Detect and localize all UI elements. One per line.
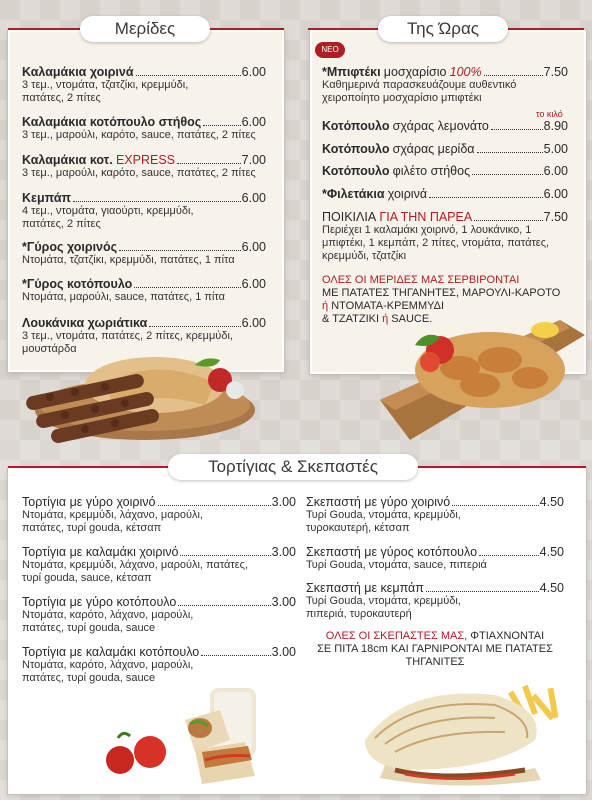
dot-leader [479, 554, 539, 556]
list-item [322, 188, 568, 201]
dot-leader [472, 173, 543, 175]
tortilla-wraps-image [90, 680, 280, 790]
item-name: Τορτίγια με γύρο κοτόπουλο [22, 595, 177, 609]
item-name: Κοτόπουλο [322, 119, 390, 133]
list-item [22, 546, 296, 585]
item-name: Σκεπαστή με γύρο χοιρινό [306, 495, 451, 509]
dot-leader [429, 196, 543, 198]
item-name-rest: σχάρας μερίδα [392, 142, 475, 156]
list-item [306, 496, 564, 535]
item-name: Σκεπαστή με γύρος κοτόπουλο [306, 545, 478, 559]
list-item [22, 192, 266, 231]
dot-leader [119, 249, 241, 251]
footer-or: ή [382, 313, 389, 325]
footer-red-line: ΟΛΕΣ ΟΙ ΜΕΡΙΔΕΣ ΜΑΣ ΣΕΡΒΙΡΟΝΤΑΙ [322, 274, 520, 286]
item-price: 4.50 [539, 545, 564, 559]
dot-leader [177, 162, 241, 164]
item-desc: 3 τεμ., ντομάτα, πατάτες, 2 πίτες, κρεμμύδι, μουστάρδα [22, 330, 233, 355]
list-item [22, 596, 296, 635]
item-desc: Ντομάτα, καρότο, λάχανο, μαρούλι, πατάτες, τυρί gouda, sauce [22, 659, 194, 684]
item-price: 6.00 [241, 277, 266, 291]
item-desc: Ντομάτα, κρεμμύδι, λάχανο, μαρούλι, πατάτες, τυρί gouda, sauce, κέτσαπ [22, 559, 248, 584]
dot-leader [452, 504, 538, 506]
item-price: 3.00 [271, 545, 296, 559]
item-price: 6.00 [543, 164, 568, 178]
item-desc: Τυρί Gouda, ντομάτα, κρεμμύδι, τυροκαυτερή, κέτσαπ [306, 509, 461, 534]
item-price: 7.00 [241, 153, 266, 167]
tis-oras-title: Της Ώρας [378, 16, 508, 42]
item-desc: Περιέχει 1 καλαμάκι χοιρινό, 1 λουκάνικο, 1 μπιφτέκι, 1 κεμπάπ, 2 πίτες, ντομάτα, πατάτες, κρεμμύδι, τζατζίκι [322, 224, 550, 262]
dot-leader [203, 124, 240, 126]
item-name: *Γύρος χοιρινός [22, 240, 118, 254]
list-item [22, 116, 266, 142]
footer-line-1 [300, 630, 570, 643]
dot-leader [178, 604, 270, 606]
item-price: 7.50 [543, 65, 568, 79]
new-badge: ΝΕΟ [315, 42, 345, 58]
item-name-express: EXPRESS [115, 153, 176, 167]
item-name-rest: μοσχαρίσιο [383, 65, 447, 79]
item-price: 6.00 [241, 240, 266, 254]
dot-leader [149, 325, 240, 327]
dot-leader [180, 554, 270, 556]
list-item [22, 496, 296, 535]
item-price: 6.00 [241, 191, 266, 205]
list-item [22, 241, 266, 267]
item-desc: Ντομάτα, καρότο, λάχανο, μαρούλι, πατάτες, τυρί gouda, sauce [22, 609, 194, 634]
dot-leader [73, 200, 241, 202]
dot-leader [134, 286, 240, 288]
item-name: *Γύρος κοτόπουλο [22, 277, 133, 291]
item-desc: Τυρί Gouda, ντομάτα, κρεμμύδι, πιπεριά, τυροκαυτερή [306, 595, 461, 620]
tortigias-footer [300, 630, 570, 669]
item-desc: Ντομάτα, τζατζίκι, κρεμμύδι, πατάτες, 1 πίτα [22, 254, 235, 266]
item-price: 6.00 [241, 115, 266, 129]
item-price: 6.00 [241, 316, 266, 330]
item-desc: Ντομάτα, κρεμμύδι, λάχανο, μαρούλι, πατάτες, τυρί gouda, κέτσαπ [22, 509, 203, 534]
item-name-rest: φιλέτο στήθος [392, 164, 471, 178]
dot-leader [491, 128, 543, 130]
item-desc: Καθημερινά παρασκευάζουμε αυθεντικό χειροποίητο μοσχαρίσιο μπιφτέκι [322, 79, 517, 104]
item-name-red: ΓΙΑ ΤΗΝ ΠΑΡΕΑ [379, 210, 473, 224]
item-name: *Φιλετάκια [322, 187, 385, 201]
footer-line-2: ΣΕ ΠΙΤΑ 18cm ΚΑΙ ΓΑΡΝΙΡΟΝΤΑΙ ΜΕ ΠΑΤΑΤΕΣ [317, 643, 553, 655]
list-item [322, 143, 568, 156]
dot-leader [201, 654, 270, 656]
item-name: *Μπιφτέκι [322, 65, 381, 79]
dot-leader [158, 504, 271, 506]
dot-leader [477, 151, 543, 153]
item-desc: 3 τεμ., μαρούλι, καρότο, sauce, πατάτες, 2 πίτες [22, 167, 256, 179]
list-item [322, 66, 568, 105]
item-desc: 4 τεμ., ντομάτα, γιαούρτι, κρεμμύδι, πατάτες, 2 πίτες [22, 205, 194, 230]
item-name-red: 100% [449, 65, 482, 79]
dot-leader [426, 590, 539, 592]
list-item [22, 278, 266, 304]
footer-red-line: ΟΛΕΣ ΟΙ ΣΚΕΠΑΣΤΕΣ ΜΑΣ, [325, 630, 468, 642]
item-price: 5.00 [543, 142, 568, 156]
skepasti-sandwich-image [345, 670, 582, 792]
dot-leader [474, 219, 542, 221]
item-name: Λουκάνικα χωριάτικα [22, 316, 148, 330]
item-price: 7.50 [543, 210, 568, 224]
item-name: Καλαμάκια κοτ. [22, 153, 113, 167]
item-name: Τορτίγια με καλαμάκι κοτόπουλο [22, 645, 200, 659]
list-item [322, 211, 568, 263]
item-price: 3.00 [271, 495, 296, 509]
item-name-rest: χοιρινά [387, 187, 428, 201]
tortigias-title: Τορτίγιας & Σκεπαστές [168, 454, 418, 480]
item-desc: Τυρί Gouda, ντομάτα, sauce, πιπεριά [306, 559, 487, 571]
item-price: 6.00 [241, 65, 266, 79]
item-price: 6.00 [543, 187, 568, 201]
mixed-grill-board-image [370, 290, 592, 450]
item-name: Κοτόπουλο [322, 142, 390, 156]
item-desc: 3 τεμ., μαρούλι, καρότο, sauce, πατάτες, 2 πίτες [22, 129, 256, 141]
item-name: Καλαμάκια χοιρινά [22, 65, 134, 79]
item-price: 4.50 [539, 581, 564, 595]
item-name-rest: σχάρας λεμονάτο [392, 119, 489, 133]
footer-line-3: ΤΗΓΑΝΙΤΕΣ [405, 656, 465, 668]
footer-line-1: ΜΕ ΠΑΤΑΤΕΣ ΤΗΓΑΝΗΤΕΣ, ΜΑΡΟΥΛΙ-ΚΑΡΟΤΟ [322, 287, 561, 299]
list-item [306, 582, 564, 621]
per-kilo-note: το κιλό [536, 109, 563, 119]
dot-leader [484, 74, 543, 76]
list-item [322, 120, 568, 133]
item-name: Κεμπάπ [22, 191, 72, 205]
item-name: ΠΟΙΚΙΛΙΑ [322, 210, 377, 224]
item-price: 8.90 [543, 119, 568, 133]
footer-line-3-text: & ΤΖΑΤΖΙΚΙ [322, 313, 380, 325]
list-item [22, 154, 266, 180]
footer-line-3-sauce: SAUCE. [391, 313, 433, 325]
merides-title: Μερίδες [80, 16, 210, 42]
item-price: 3.00 [271, 595, 296, 609]
item-name: Καλαμάκια κοτόπουλο στήθος [22, 115, 202, 129]
list-item [306, 546, 564, 572]
list-item [22, 66, 266, 105]
item-desc: Ντομάτα, μαρούλι, sauce, πατάτες, 1 πίτα [22, 291, 225, 303]
souvlaki-platter-image [5, 345, 255, 455]
item-price: 4.50 [539, 495, 564, 509]
item-name: Τορτίγια με γύρο χοιρινό [22, 495, 156, 509]
item-desc: 3 τεμ., ντομάτα, τζατζίκι, κρεμμύδι, πατάτες, 2 πίτες [22, 79, 189, 104]
item-name: Κοτόπουλο [322, 164, 390, 178]
footer-or: ή [322, 300, 329, 312]
footer-line-2-text: ΝΤΟΜΑΤΑ-ΚΡΕΜΜΥΔΙ [331, 300, 445, 312]
footer-line-1-text: ΦΤΙΑΧΝΟΝΤΑΙ [470, 630, 545, 642]
item-price: 3.00 [271, 645, 296, 659]
list-item [322, 165, 568, 178]
item-name: Σκεπαστή με κεμπάπ [306, 581, 424, 595]
item-name: Τορτίγια με καλαμάκι χοιρινό [22, 545, 179, 559]
dot-leader [136, 74, 241, 76]
